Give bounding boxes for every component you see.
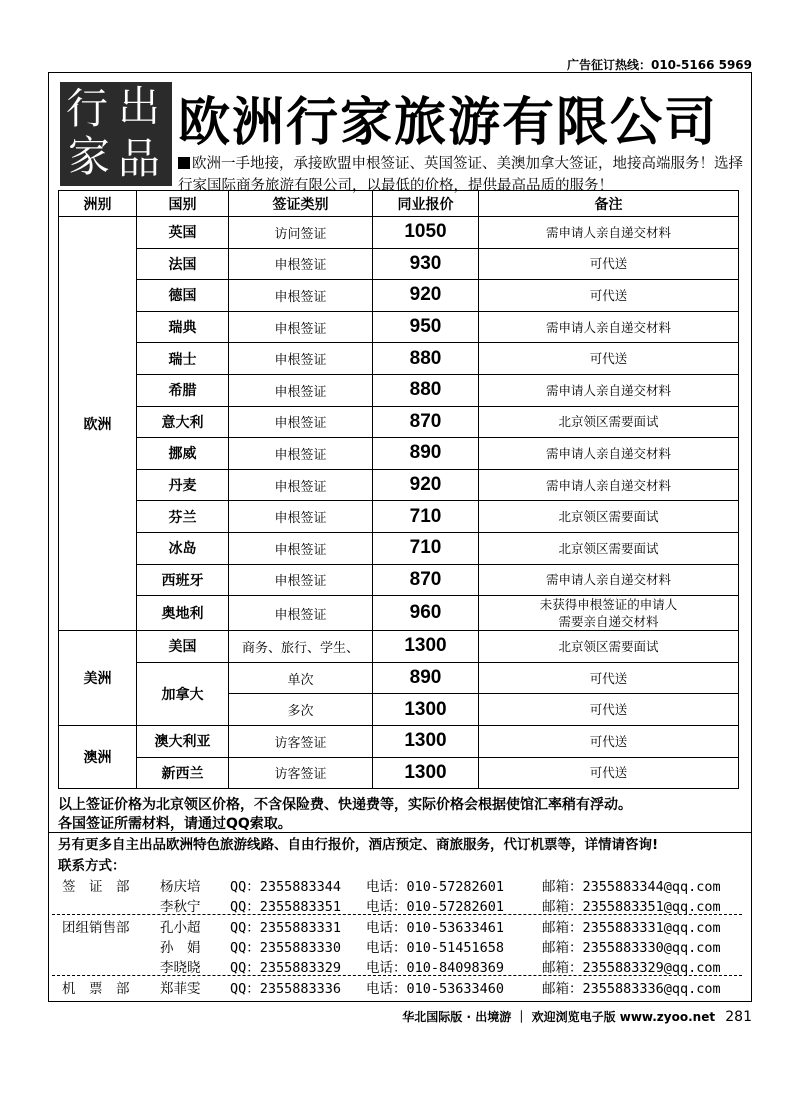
table-row <box>59 564 739 596</box>
table-row <box>59 311 739 343</box>
country-cell: 瑞典 <box>137 311 229 343</box>
contact-phone: 电话：010-84098369 <box>366 960 505 976</box>
contact-name: 孙 娟 <box>160 940 201 956</box>
table-row <box>59 596 739 631</box>
visa-type-cell: 申根签证 <box>229 374 373 406</box>
note-cell: 未获得申根签证的申请人 需要亲自递交材料 <box>479 596 739 631</box>
note-cell: 可代送 <box>479 248 739 280</box>
visa-type-cell: 申根签证 <box>229 406 373 438</box>
note-cell: 需申请人亲自递交材料 <box>479 438 739 470</box>
company-intro: 欧洲一手地接，承接欧盟申根签证、英国签证、美澳加拿大签证，地接高端服务！选择行家国际商务旅游有限公司，以最低的价格，提供最高品质的服务！ <box>178 156 743 194</box>
contact-phone: 电话：010-57282601 <box>366 899 505 915</box>
country-cell: 瑞士 <box>137 343 229 375</box>
visa-type-cell: 申根签证 <box>229 280 373 312</box>
table-row <box>59 406 739 438</box>
note-cell: 可代送 <box>479 280 739 312</box>
contact-email: 邮箱：2355883331@qq.com <box>542 920 721 936</box>
contact-phone: 电话：010-57282601 <box>366 879 505 895</box>
visa-type-cell: 访问签证 <box>229 217 373 249</box>
visa-type-cell: 多次 <box>229 694 373 726</box>
note-cell: 需申请人亲自递交材料 <box>479 311 739 343</box>
ad-hotline: 广告征订热线：010-5166 5969 <box>566 58 752 72</box>
country-cell: 丹麦 <box>137 469 229 501</box>
visa-type-cell: 访客签证 <box>229 725 373 757</box>
table-row <box>59 757 739 789</box>
visa-type-cell: 申根签证 <box>229 564 373 596</box>
page-number: 281 <box>725 1009 752 1025</box>
price-cell: 880 <box>373 343 479 375</box>
table-row <box>59 631 739 663</box>
table-row <box>59 217 739 249</box>
continent-cell: 澳洲 <box>59 725 137 788</box>
table-row <box>59 725 739 757</box>
visa-type-cell: 申根签证 <box>229 343 373 375</box>
header-price: 同业报价 <box>373 191 479 217</box>
company-name: 欧洲行家旅游有限公司 <box>178 93 719 153</box>
country-cell: 意大利 <box>137 406 229 438</box>
price-cell: 1300 <box>373 757 479 789</box>
country-cell: 奥地利 <box>137 596 229 631</box>
contact-email: 邮箱：2355883336@qq.com <box>542 981 721 997</box>
contact-phone: 电话：010-53633460 <box>366 981 505 997</box>
note-cell: 北京领区需要面试 <box>479 532 739 564</box>
note-cell: 需申请人亲自递交材料 <box>479 217 739 249</box>
price-cell: 870 <box>373 564 479 596</box>
contact-label: 联系方式： <box>58 858 126 874</box>
logo-char: 行 <box>66 84 109 133</box>
country-cell: 法国 <box>137 248 229 280</box>
logo-char: 品 <box>118 134 161 183</box>
page-footer <box>402 1008 752 1025</box>
visa-type-cell: 访客签证 <box>229 757 373 789</box>
country-cell: 英国 <box>137 217 229 249</box>
contact-email: 邮箱：2355883344@qq.com <box>542 879 721 895</box>
table-row <box>59 280 739 312</box>
contact-phone: 电话：010-53633461 <box>366 920 505 936</box>
price-cell: 920 <box>373 469 479 501</box>
visa-type-cell: 申根签证 <box>229 311 373 343</box>
visa-type-cell: 申根签证 <box>229 501 373 533</box>
table-row <box>59 343 739 375</box>
contact-email: 邮箱：2355883329@qq.com <box>542 960 721 976</box>
contact-qq: QQ：2355883351 <box>230 899 342 915</box>
visa-type-cell: 商务、旅行、学生、 <box>229 631 373 663</box>
contact-qq: QQ：2355883331 <box>230 920 342 936</box>
contact-name: 孔小超 <box>160 920 201 936</box>
company-logo <box>60 82 172 186</box>
price-cell: 890 <box>373 438 479 470</box>
price-cell: 890 <box>373 662 479 694</box>
price-cell: 880 <box>373 374 479 406</box>
price-cell: 870 <box>373 406 479 438</box>
contact-name: 郑菲雯 <box>160 981 201 997</box>
table-row <box>59 501 739 533</box>
country-cell: 挪威 <box>137 438 229 470</box>
contact-dept: 机 票 部 <box>62 981 130 997</box>
contact-row <box>52 874 742 894</box>
country-cell: 德国 <box>137 280 229 312</box>
header-continent: 洲别 <box>59 191 137 217</box>
country-cell: 美国 <box>137 631 229 663</box>
table-row <box>59 532 739 564</box>
visa-type-cell: 申根签证 <box>229 248 373 280</box>
contact-row <box>52 935 742 955</box>
bullet-square-icon <box>178 157 190 169</box>
visa-price-table <box>58 190 739 789</box>
price-cell: 920 <box>373 280 479 312</box>
contact-row <box>52 976 742 996</box>
table-header-row <box>59 191 739 217</box>
note-cell: 北京领区需要面试 <box>479 406 739 438</box>
price-cell: 1300 <box>373 725 479 757</box>
header-visa-type: 签证类别 <box>229 191 373 217</box>
note-cell: 需申请人亲自递交材料 <box>479 564 739 596</box>
country-cell: 加拿大 <box>137 662 229 725</box>
more-services-text: 另有更多自主出品欧洲特色旅游线路、自由行报价，酒店预定、商旅服务，代订机票等，详情请咨询! <box>58 837 659 853</box>
contact-email: 邮箱：2355883351@qq.com <box>542 899 721 915</box>
note-cell: 可代送 <box>479 757 739 789</box>
contact-phone: 电话：010-51451658 <box>366 940 505 956</box>
continent-cell: 美洲 <box>59 631 137 726</box>
price-cell: 1300 <box>373 631 479 663</box>
contact-name: 李秋宁 <box>160 899 201 915</box>
contact-email: 邮箱：2355883330@qq.com <box>542 940 721 956</box>
contact-list <box>52 874 742 996</box>
logo-char: 家 <box>68 132 111 181</box>
visa-type-cell: 申根签证 <box>229 532 373 564</box>
section-divider <box>48 832 752 833</box>
contact-row <box>52 915 742 935</box>
note-cell: 北京领区需要面试 <box>479 631 739 663</box>
note-cell: 需申请人亲自递交材料 <box>479 374 739 406</box>
contact-name: 李晓晓 <box>160 960 201 976</box>
price-cell: 710 <box>373 532 479 564</box>
contact-row <box>52 955 742 976</box>
contact-qq: QQ：2355883336 <box>230 981 342 997</box>
logo-char: 出 <box>118 82 161 131</box>
contact-qq: QQ：2355883344 <box>230 879 342 895</box>
price-cell: 950 <box>373 311 479 343</box>
contact-qq: QQ：2355883329 <box>230 960 342 976</box>
note-cell: 北京领区需要面试 <box>479 501 739 533</box>
header-country: 国别 <box>137 191 229 217</box>
table-row <box>59 662 739 694</box>
price-cell: 930 <box>373 248 479 280</box>
contact-dept: 团组销售部 <box>62 920 130 936</box>
header-note: 备注 <box>479 191 739 217</box>
country-cell: 澳大利亚 <box>137 725 229 757</box>
country-cell: 新西兰 <box>137 757 229 789</box>
price-cell: 1300 <box>373 694 479 726</box>
price-cell: 710 <box>373 501 479 533</box>
visa-type-cell: 申根签证 <box>229 438 373 470</box>
country-cell: 希腊 <box>137 374 229 406</box>
visa-type-cell: 申根签证 <box>229 469 373 501</box>
price-cell: 1050 <box>373 217 479 249</box>
table-row <box>59 469 739 501</box>
contact-qq: QQ：2355883330 <box>230 940 342 956</box>
country-cell: 芬兰 <box>137 501 229 533</box>
country-cell: 冰岛 <box>137 532 229 564</box>
contact-row <box>52 894 742 915</box>
contact-dept: 签 证 部 <box>62 879 130 895</box>
note-cell: 可代送 <box>479 662 739 694</box>
country-cell: 西班牙 <box>137 564 229 596</box>
note-cell: 需申请人亲自递交材料 <box>479 469 739 501</box>
note-cell: 可代送 <box>479 694 739 726</box>
contact-name: 杨庆培 <box>160 879 201 895</box>
price-cell: 960 <box>373 596 479 631</box>
price-footnote: 以上签证价格为北京领区价格，不含保险费、快递费等，实际价格会根据使馆汇率稍有浮动。 各国签证所需材料，请通过QQ索取。 <box>58 797 632 832</box>
footer-text: 华北国际版 · 出境游 ｜ 欢迎浏览电子版 www.zyoo.net <box>402 1010 716 1024</box>
note-cell: 可代送 <box>479 725 739 757</box>
table-row <box>59 374 739 406</box>
visa-type-cell: 单次 <box>229 662 373 694</box>
note-cell: 可代送 <box>479 343 739 375</box>
visa-type-cell: 申根签证 <box>229 596 373 631</box>
table-row <box>59 438 739 470</box>
continent-cell: 欧洲 <box>59 217 137 631</box>
table-row <box>59 248 739 280</box>
